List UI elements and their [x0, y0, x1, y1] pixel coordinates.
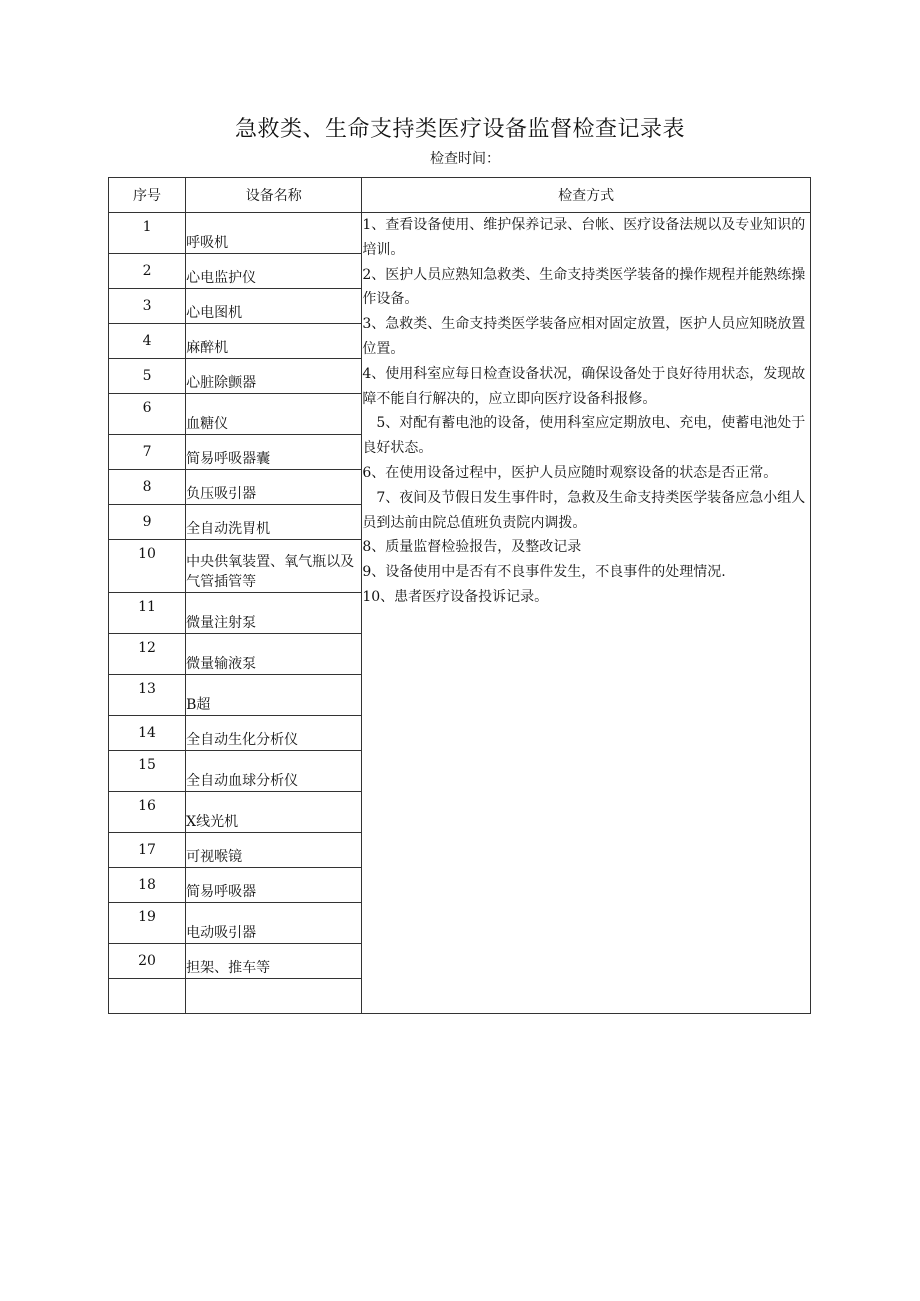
row-number: 10 [109, 540, 186, 593]
inspection-record-table [108, 177, 811, 1014]
device-name: 呼吸机 [186, 213, 362, 254]
table-row [109, 213, 811, 254]
device-name: 微量注射泵 [186, 593, 362, 634]
row-number: 2 [109, 254, 186, 289]
row-number: 6 [109, 394, 186, 435]
device-name: 微量输液泵 [186, 634, 362, 675]
device-name: 麻醉机 [186, 324, 362, 359]
row-number: 20 [109, 944, 186, 979]
row-number: 9 [109, 505, 186, 540]
device-name: 简易呼吸器囊 [186, 435, 362, 470]
device-name: 心脏除颤器 [186, 359, 362, 394]
row-number: 13 [109, 675, 186, 716]
row-number: 7 [109, 435, 186, 470]
device-name [186, 979, 362, 1014]
row-number: 8 [109, 470, 186, 505]
row-number [109, 979, 186, 1014]
row-number: 12 [109, 634, 186, 675]
row-number: 19 [109, 903, 186, 944]
method-item: 3、急救类、生命支持类医学装备应相对固定放置，医护人员应知晓放置位置。 [362, 316, 806, 357]
page-title: 急救类、生命支持类医疗设备监督检查记录表 [234, 117, 685, 142]
header-device-name: 设备名称 [186, 178, 362, 213]
row-number: 4 [109, 324, 186, 359]
row-number: 14 [109, 716, 186, 751]
row-number: 18 [109, 868, 186, 903]
device-name: X线光机 [186, 792, 362, 833]
method-item: 10、患者医疗设备投诉记录。 [362, 588, 549, 605]
method-item: 1、查看设备使用、维护保养记录、台帐、医疗设备法规以及专业知识的培训。 [362, 217, 806, 258]
row-number: 16 [109, 792, 186, 833]
device-name: 可视喉镜 [186, 833, 362, 868]
method-item: 5、对配有蓄电池的设备，使用科室应定期放电、充电，使蓄电池处于良好状态。 [362, 415, 806, 457]
device-name: 心电监护仪 [186, 254, 362, 289]
method-item: 9、设备使用中是否有不良事件发生，不良事件的处理情况. [362, 564, 726, 581]
device-name: 全自动血球分析仪 [186, 751, 362, 792]
device-name: 电动吸引器 [186, 903, 362, 944]
device-name: 心电图机 [186, 289, 362, 324]
header-inspection-method: 检查方式 [362, 178, 811, 213]
row-number: 5 [109, 359, 186, 394]
device-name: B超 [186, 675, 362, 716]
method-item: 6、在使用设备过程中，医护人员应随时观察设备的状态是否正常。 [362, 464, 778, 481]
method-item: 8、质量监督检验报告，及整改记录 [362, 539, 582, 556]
device-name: 全自动生化分析仪 [186, 716, 362, 751]
device-name: 担架、推车等 [186, 944, 362, 979]
method-item: 2、医护人员应熟知急救类、生命支持类医学装备的操作规程并能熟练操作设备。 [362, 266, 806, 308]
table-header-row [109, 178, 811, 213]
device-name: 简易呼吸器 [186, 868, 362, 903]
row-number: 11 [109, 593, 186, 634]
device-name: 中央供氧装置、氧气瓶以及气管插管等 [186, 540, 362, 593]
row-number: 1 [109, 213, 186, 254]
method-item: 7、夜间及节假日发生事件时，急救及生命支持类医学装备应急小组人员到达前由院总值班负责院内调拨。 [362, 489, 806, 531]
inspection-method-cell [362, 213, 811, 1014]
device-name: 负压吸引器 [186, 470, 362, 505]
check-time-label: 检查时间： [430, 151, 500, 167]
row-number: 3 [109, 289, 186, 324]
device-name: 血糖仪 [186, 394, 362, 435]
row-number: 15 [109, 751, 186, 792]
method-item: 4、使用科室应每日检查设备状况，确保设备处于良好待用状态，发现故障不能自行解决的，应立即向医疗设备科报修。 [362, 365, 806, 407]
header-serial-number: 序号 [109, 178, 186, 213]
device-name: 全自动洗胃机 [186, 505, 362, 540]
row-number: 17 [109, 833, 186, 868]
